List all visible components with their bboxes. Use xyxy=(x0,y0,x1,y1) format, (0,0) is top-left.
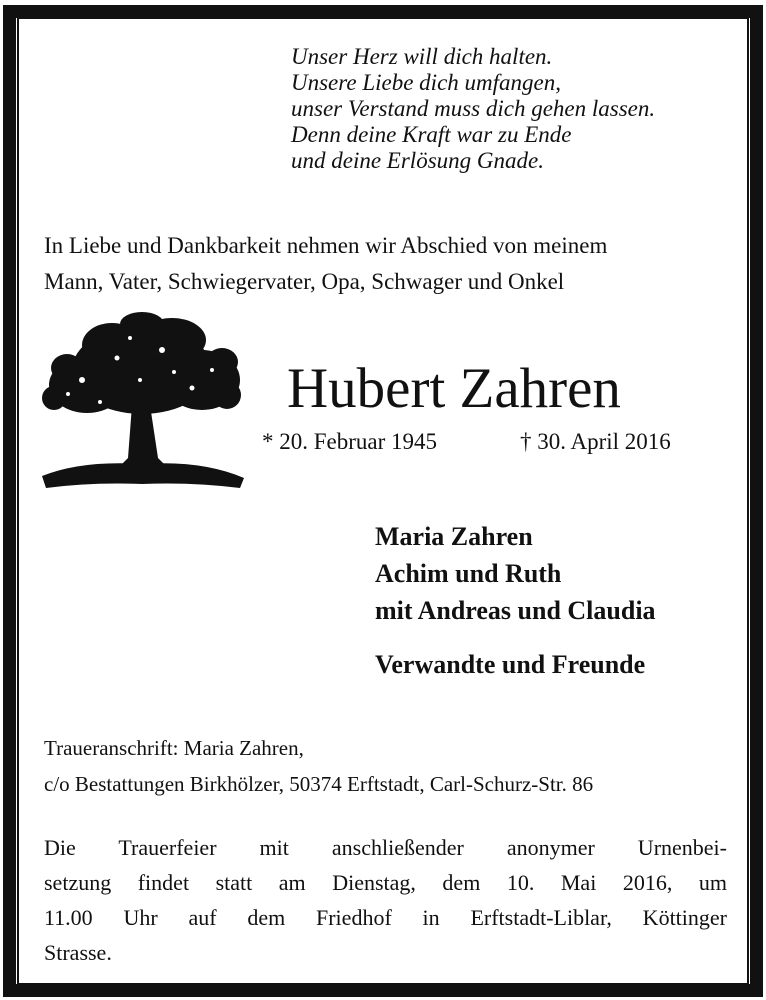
poem-line: Unser Herz will dich halten. xyxy=(291,44,553,69)
birth-date: * 20. Februar 1945 xyxy=(262,429,438,454)
poem-line: und deine Erlösung Gnade. xyxy=(291,148,544,173)
intro-text xyxy=(44,228,734,300)
mourner-line: Achim und Ruth xyxy=(375,559,562,588)
tree-icon xyxy=(42,310,244,492)
intro-line: Mann, Vater, Schwiegervater, Opa, Schwager und Onkel xyxy=(44,269,565,294)
mourner-line: mit Andreas und Claudia xyxy=(375,596,656,625)
funeral-line: 11.00 Uhr auf dem Friedhof in Erftstadt-Liblar, Köttinger xyxy=(44,905,727,930)
funeral-line: Die Trauerfeier mit anschließender anonymer Urnenbei- xyxy=(44,835,727,860)
mourners-list xyxy=(375,518,735,629)
address-line: c/o Bestattungen Birkhölzer, 50374 Erftstadt, Carl-Schurz-Str. 86 xyxy=(44,772,594,796)
funeral-line: Strasse. xyxy=(44,940,112,965)
poem-line: Unsere Liebe dich umfangen, xyxy=(291,70,561,95)
poem xyxy=(291,44,731,174)
mourning-address xyxy=(44,730,734,802)
address-line: Traueranschrift: Maria Zahren, xyxy=(44,736,304,760)
mourner-line: Maria Zahren xyxy=(375,522,533,551)
intro-line: In Liebe und Dankbarkeit nehmen wir Abschied von meinem xyxy=(44,233,608,258)
funeral-line: setzung findet statt am Dienstag, dem 10. Mai 2016, um xyxy=(44,870,727,895)
relatives-line: Verwandte und Freunde xyxy=(375,650,646,679)
death-date: † 30. April 2016 xyxy=(520,429,671,454)
poem-line: unser Verstand muss dich gehen lassen. xyxy=(291,96,656,121)
deceased-name: Hubert Zahren xyxy=(287,357,621,420)
poem-line: Denn deine Kraft war zu Ende xyxy=(291,122,572,147)
funeral-details xyxy=(44,830,727,970)
